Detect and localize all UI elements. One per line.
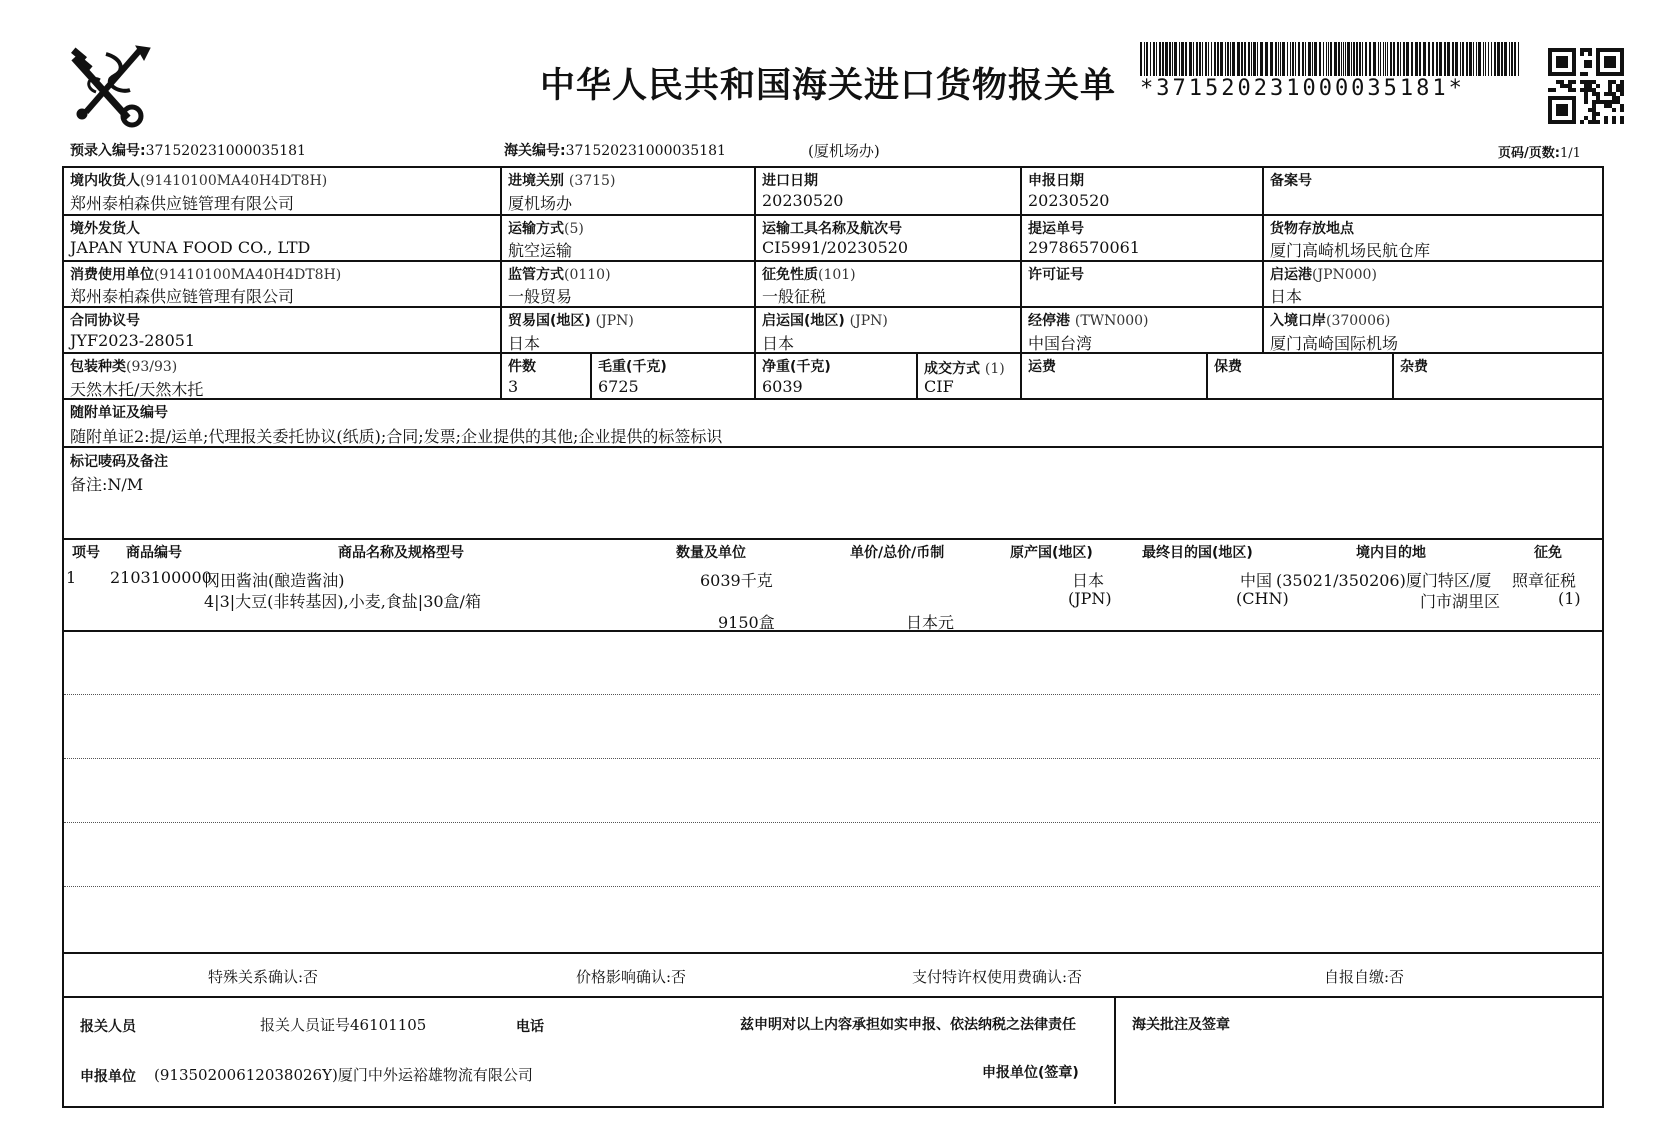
goods-name: 冈田酱油(酿造酱油) <box>204 571 345 590</box>
self-pay-confirm: 自报自缴:否 <box>1324 968 1405 986</box>
origin-country-value: 日本 <box>762 334 795 353</box>
tax-nature-label: 征免性质(101) <box>762 267 856 283</box>
contract-value: JYF2023-28051 <box>70 331 196 350</box>
import-date-value: 20230520 <box>762 191 844 210</box>
currency: 日本元 <box>906 613 955 632</box>
declarant-label: 报关人员 <box>80 1019 136 1035</box>
entry-checkpoint-value: 厦门高崎国际机场 <box>1270 334 1399 353</box>
quantity-1: 6039千克 <box>700 571 773 590</box>
departure-port-value: 日本 <box>1270 287 1303 306</box>
trade-terms-value: CIF <box>924 377 954 396</box>
customs-number: 海关编号:371520231000035181 <box>504 143 726 159</box>
gross-weight-value: 6725 <box>598 377 639 396</box>
qr-code <box>1548 48 1624 124</box>
barcode-text: *371520231000035181* <box>1140 76 1465 101</box>
customs-emblem-icon <box>66 44 152 128</box>
vessel-label: 运输工具名称及航次号 <box>762 221 902 237</box>
import-date-label: 进口日期 <box>762 173 818 189</box>
domestic-destination-line1: (35021/350206)厦门特区/厦 <box>1276 571 1492 590</box>
freight-label: 运费 <box>1028 359 1056 375</box>
attached-docs-label: 随附单证及编号 <box>70 405 168 421</box>
levy-code: (1) <box>1558 589 1581 608</box>
declaring-unit-sign-label: 申报单位(签章) <box>982 1065 1079 1081</box>
entry-port-value: 厦机场办 <box>508 194 573 213</box>
entry-port-label: 进境关别 (3715) <box>508 173 616 189</box>
royalty-confirm: 支付特许权使用费确认:否 <box>912 968 1083 986</box>
trade-terms-label: 成交方式 (1) <box>924 361 1005 377</box>
phone-label: 电话 <box>516 1019 544 1035</box>
col-price: 单价/总价/币制 <box>850 545 945 561</box>
trade-country-value: 日本 <box>508 334 541 353</box>
net-weight-label: 净重(千克) <box>762 359 831 375</box>
hs-code: 2103100000 <box>110 568 212 587</box>
license-label: 许可证号 <box>1028 267 1084 283</box>
quantity-2: 9150盒 <box>718 613 775 632</box>
shipper-value: JAPAN YUNA FOOD CO., LTD <box>70 238 311 257</box>
trade-country-label: 贸易国(地区) (JPN) <box>508 313 634 329</box>
bill-of-lading-value: 29786570061 <box>1028 238 1140 257</box>
price-influence-confirm: 价格影响确认:否 <box>576 968 687 986</box>
col-hs-code: 商品编号 <box>126 545 182 561</box>
attached-docs-value: 随附单证2:提/运单;代理报关委托协议(纸质);合同;发票;企业提供的其他;企业提供的标签标识 <box>70 427 723 446</box>
customs-note-label: 海关批注及签章 <box>1132 1017 1230 1033</box>
net-weight-value: 6039 <box>762 377 803 396</box>
transport-mode-label: 运输方式(5) <box>508 221 584 237</box>
declaring-unit-label: 申报单位 <box>80 1069 136 1085</box>
departure-port-label: 启运港(JPN000) <box>1270 267 1377 283</box>
barcode <box>1140 42 1522 76</box>
supervision-label: 监管方式(0110) <box>508 267 611 283</box>
domestic-destination-line2: 门市湖里区 <box>1420 592 1501 611</box>
dest-country: 中国 <box>1240 571 1273 590</box>
vessel-value: CI5991/20230520 <box>762 238 909 257</box>
supervision-value: 一般贸易 <box>508 287 573 306</box>
misc-fee-label: 杂费 <box>1400 359 1428 375</box>
consignee-value: 郑州泰柏森供应链管理有限公司 <box>70 194 295 213</box>
storage-label: 货物存放地点 <box>1270 221 1354 237</box>
col-levy: 征免 <box>1534 545 1562 561</box>
consumer-value: 郑州泰柏森供应链管理有限公司 <box>70 287 295 306</box>
marks-remarks-label: 标记唛码及备注 <box>70 454 168 470</box>
declaration-statement: 兹申明对以上内容承担如实申报、依法纳税之法律责任 <box>740 1017 1076 1033</box>
consignee-label: 境内收货人(91410100MA40H4DT8H) <box>70 173 328 189</box>
pieces-label: 件数 <box>508 359 536 375</box>
entry-checkpoint-label: 入境口岸(370006) <box>1270 313 1391 329</box>
col-item-no: 项号 <box>72 545 100 561</box>
origin-country: 日本 <box>1072 571 1105 590</box>
dest-country-code: (CHN) <box>1236 589 1289 608</box>
pieces-value: 3 <box>508 377 519 396</box>
levy: 照章征税 <box>1512 571 1577 590</box>
col-origin: 原产国(地区) <box>1010 545 1093 561</box>
goods-spec: 4|3|大豆(非转基因),小麦,食盐|30盒/箱 <box>204 592 481 611</box>
declaring-unit-value: (91350200612038026Y)厦门中外运裕雄物流有限公司 <box>154 1066 533 1084</box>
item-no: 1 <box>66 568 77 587</box>
declare-date-label: 申报日期 <box>1028 173 1084 189</box>
declare-date-value: 20230520 <box>1028 191 1110 210</box>
page-number: 页码/页数:1/1 <box>1498 146 1581 161</box>
stop-port-label: 经停港 (TWN000) <box>1028 313 1149 329</box>
col-goods-name: 商品名称及规格型号 <box>338 545 464 561</box>
package-type-label: 包装种类(93/93) <box>70 359 178 375</box>
consumer-label: 消费使用单位(91410100MA40H4DT8H) <box>70 267 342 283</box>
package-type-value: 天然木托/天然木托 <box>70 380 204 399</box>
document-title: 中华人民共和国海关进口货物报关单 <box>540 66 1117 106</box>
marks-remarks-value: 备注:N/M <box>70 475 144 494</box>
insurance-label: 保费 <box>1214 359 1242 375</box>
origin-country-code: (JPN) <box>1068 589 1112 608</box>
pre-entry-number: 预录入编号:371520231000035181 <box>70 143 306 159</box>
shipper-label: 境外发货人 <box>70 221 140 237</box>
record-no-label: 备案号 <box>1270 173 1312 189</box>
origin-country-label: 启运国(地区) (JPN) <box>762 313 888 329</box>
bill-of-lading-label: 提运单号 <box>1028 221 1084 237</box>
storage-value: 厦门高崎机场民航仓库 <box>1270 241 1431 260</box>
col-quantity: 数量及单位 <box>676 545 746 561</box>
col-domestic-destination: 境内目的地 <box>1356 545 1426 561</box>
stop-port-value: 中国台湾 <box>1028 334 1093 353</box>
customs-office: (厦机场办) <box>808 142 880 160</box>
tax-nature-value: 一般征税 <box>762 287 827 306</box>
gross-weight-label: 毛重(千克) <box>598 359 667 375</box>
col-final-destination: 最终目的国(地区) <box>1142 545 1253 561</box>
contract-label: 合同协议号 <box>70 313 140 329</box>
transport-mode-value: 航空运输 <box>508 241 573 260</box>
declarant-cert: 报关人员证号46101105 <box>260 1016 427 1034</box>
special-relation-confirm: 特殊关系确认:否 <box>208 968 319 986</box>
